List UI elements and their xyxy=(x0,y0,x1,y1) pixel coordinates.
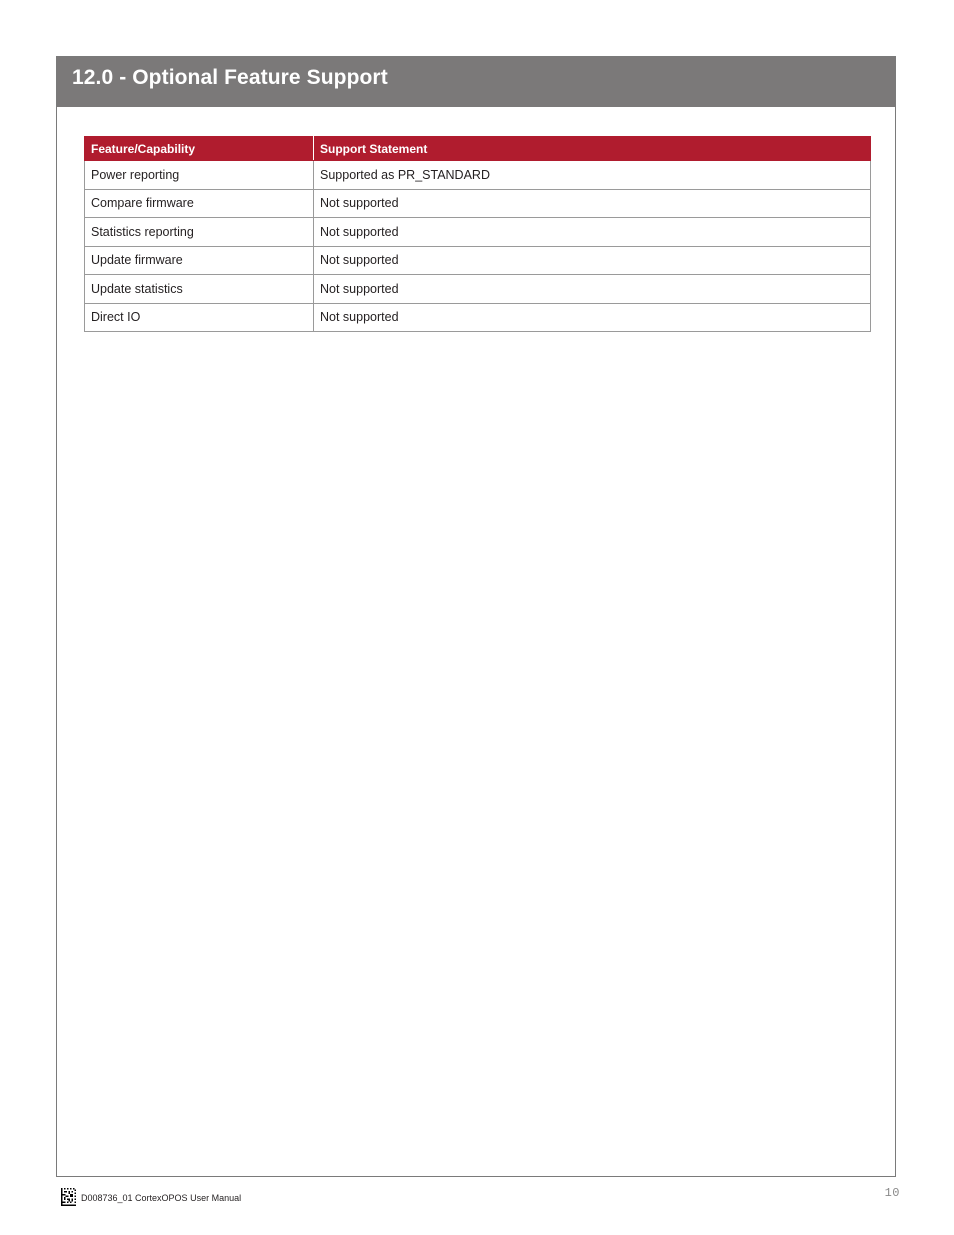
feature-support-table xyxy=(84,136,871,332)
page-footer xyxy=(61,1188,241,1206)
table-row xyxy=(85,218,871,247)
feature-cell: Update statistics xyxy=(85,275,314,304)
table-row xyxy=(85,189,871,218)
support-cell: Not supported xyxy=(314,189,871,218)
column-header-feature: Feature/Capability xyxy=(85,137,314,161)
section-header xyxy=(57,57,895,107)
document-label: D008736_01 CortexOPOS User Manual xyxy=(81,1193,242,1203)
support-cell: Not supported xyxy=(314,218,871,247)
page-frame xyxy=(56,56,896,1177)
section-title: 12.0 - Optional Feature Support xyxy=(72,66,388,89)
support-cell: Not supported xyxy=(314,246,871,275)
support-cell: Not supported xyxy=(314,303,871,332)
table-row xyxy=(85,275,871,304)
table-row xyxy=(85,303,871,332)
table-row xyxy=(85,246,871,275)
page-number: 10 xyxy=(884,1186,900,1200)
feature-cell: Direct IO xyxy=(85,303,314,332)
table-header-row xyxy=(85,137,871,161)
support-cell: Supported as PR_STANDARD xyxy=(314,161,871,190)
table-row xyxy=(85,161,871,190)
support-cell: Not supported xyxy=(314,275,871,304)
feature-cell: Update firmware xyxy=(85,246,314,275)
feature-cell: Power reporting xyxy=(85,161,314,190)
datamatrix-icon xyxy=(61,1188,76,1206)
feature-cell: Compare firmware xyxy=(85,189,314,218)
column-header-support: Support Statement xyxy=(314,137,871,161)
feature-cell: Statistics reporting xyxy=(85,218,314,247)
